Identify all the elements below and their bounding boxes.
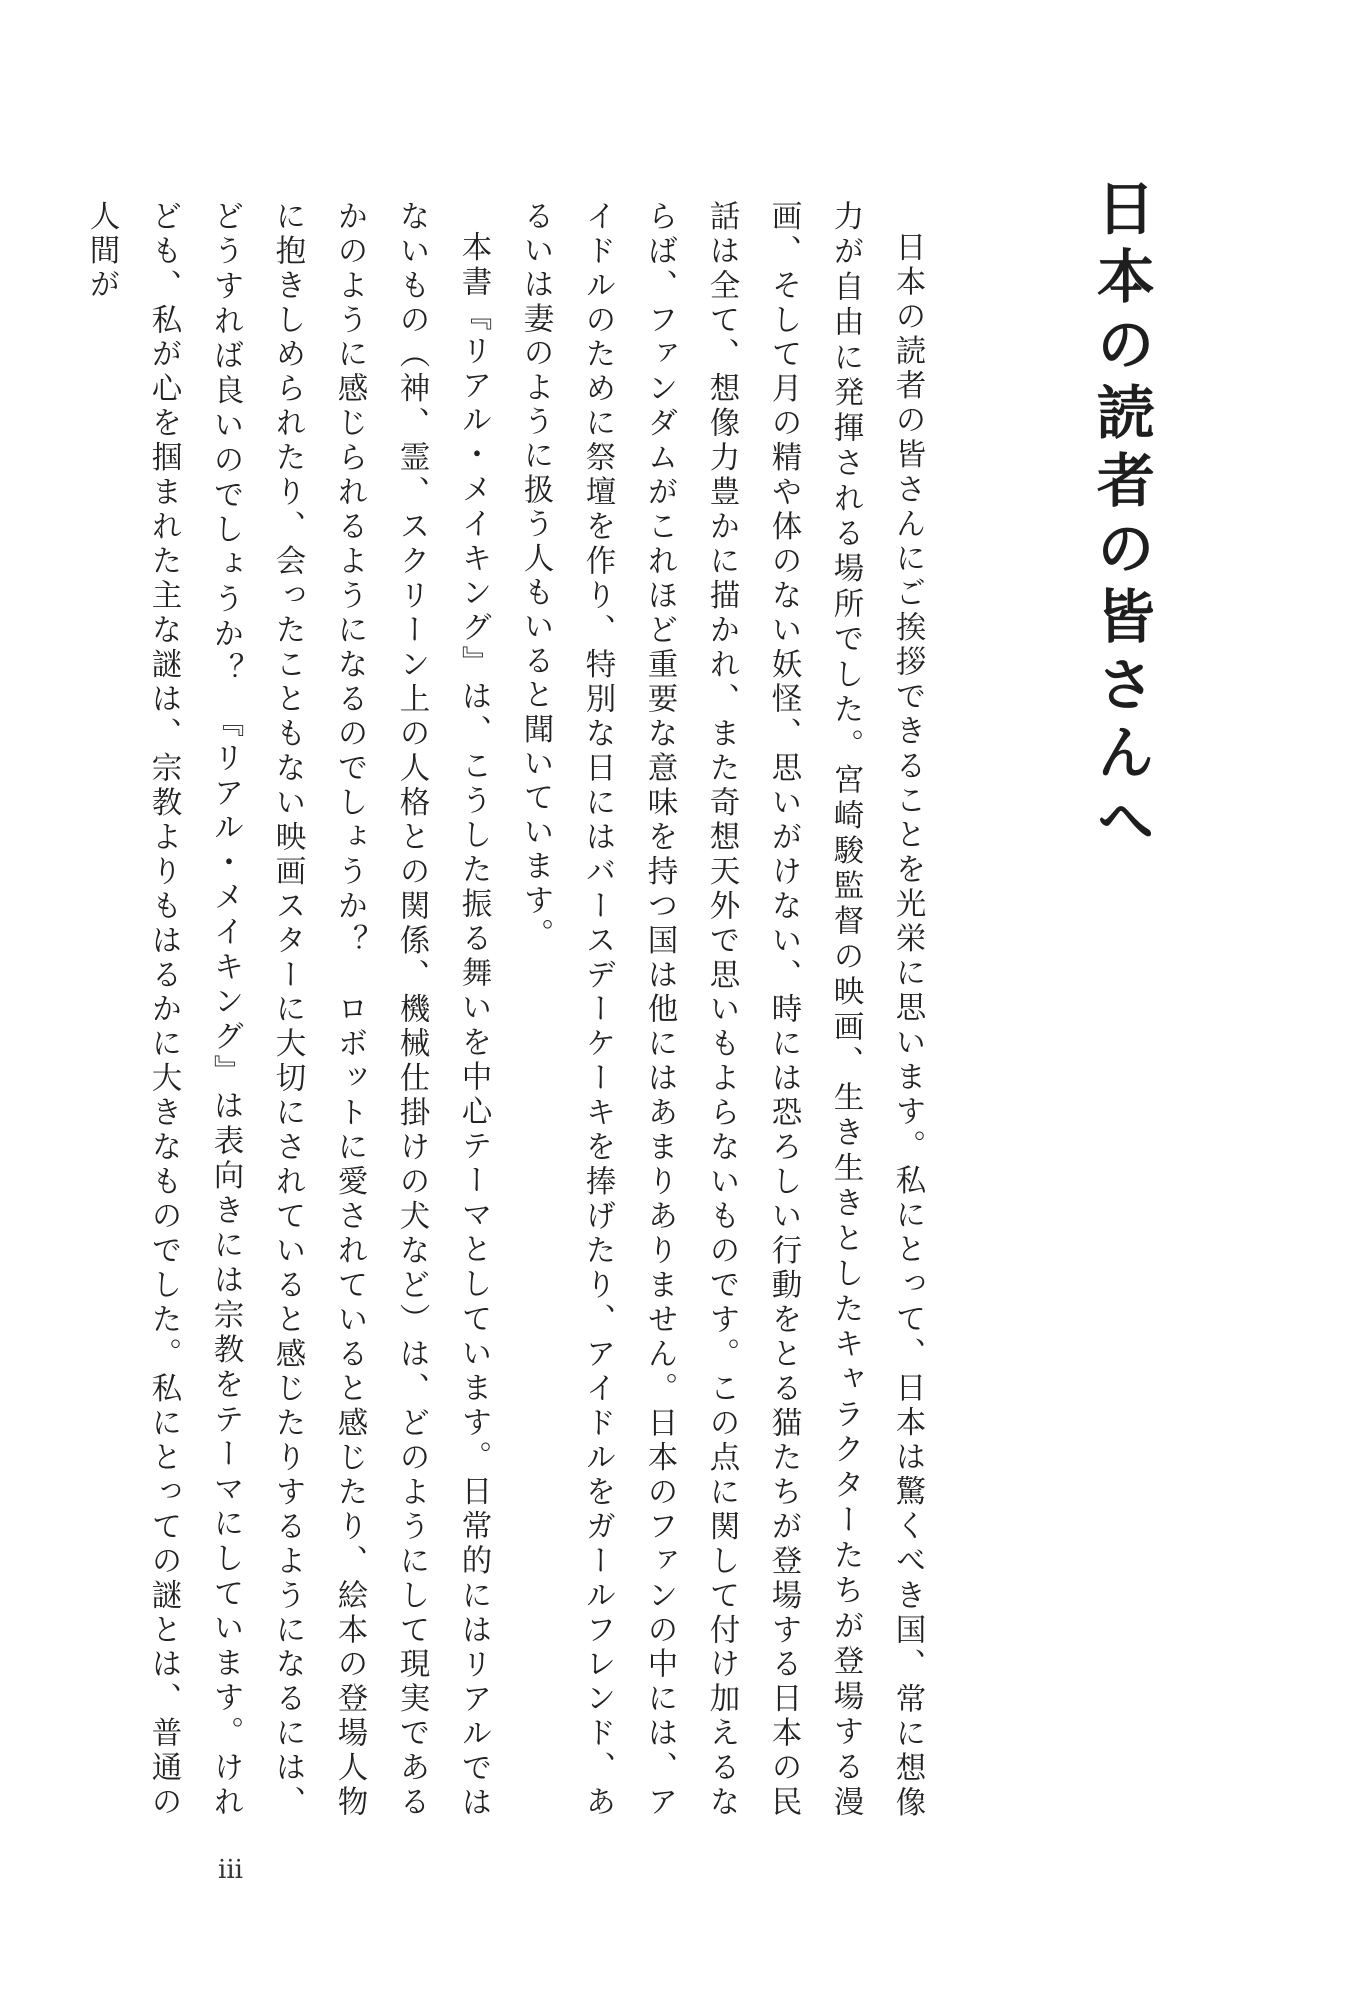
page-number: iii <box>218 1855 243 1885</box>
page-title: 日本の読者の皆さんへ <box>1086 178 1155 858</box>
body-text <box>84 200 938 1820</box>
paragraph: 日本の読者の皆さんにご挨拶できることを光栄に思います。私にとって、日本は驚くべき国、常に想像力が自由に発揮される場所でした。宮崎駿監督の映画、生き生きとしたキャラクターたちが登場する漫画、そして月の精や体のない妖怪、思いがけない、時には恐ろしい行動をとる猫たちが登場する日本の民話は全て、想像力豊かに描かれ、また奇想天外で思いもよらないものです。この点に関して付け加えるならば、ファンダムがこれほど重要な意味を持つ国は他にはあまりありません。日本のファンの中には、アイドルのために祭壇を作り、特別な日にはバースデーケーキを捧げたり、アイドルをガールフレンド、あるいは妻のように扱う人もいると聞いています。 <box>518 200 925 1820</box>
paragraph: 本書『リアル・メイキング』は、こうした振る舞いを中心テーマとしています。日常的にはリアルではないもの（神、霊、スクリーン上の人格との関係、機械仕掛けの犬など）は、どのようにして現実であるかのように感じられるようになるのでしょうか？ ロボットに愛されていると感じたり、絵本の登場人物に抱きしめられたり、会ったこともない映画スターに大切にされていると感じたりするようになるには、どうすれば良いのでしょうか？ 『リアル・メイキング』は表向きには宗教をテーマにしています。けれども、私が心を掴まれた主な謎は、宗教よりもはるかに大きなものでした。私にとっての謎とは、普通の人間が <box>84 200 491 1820</box>
